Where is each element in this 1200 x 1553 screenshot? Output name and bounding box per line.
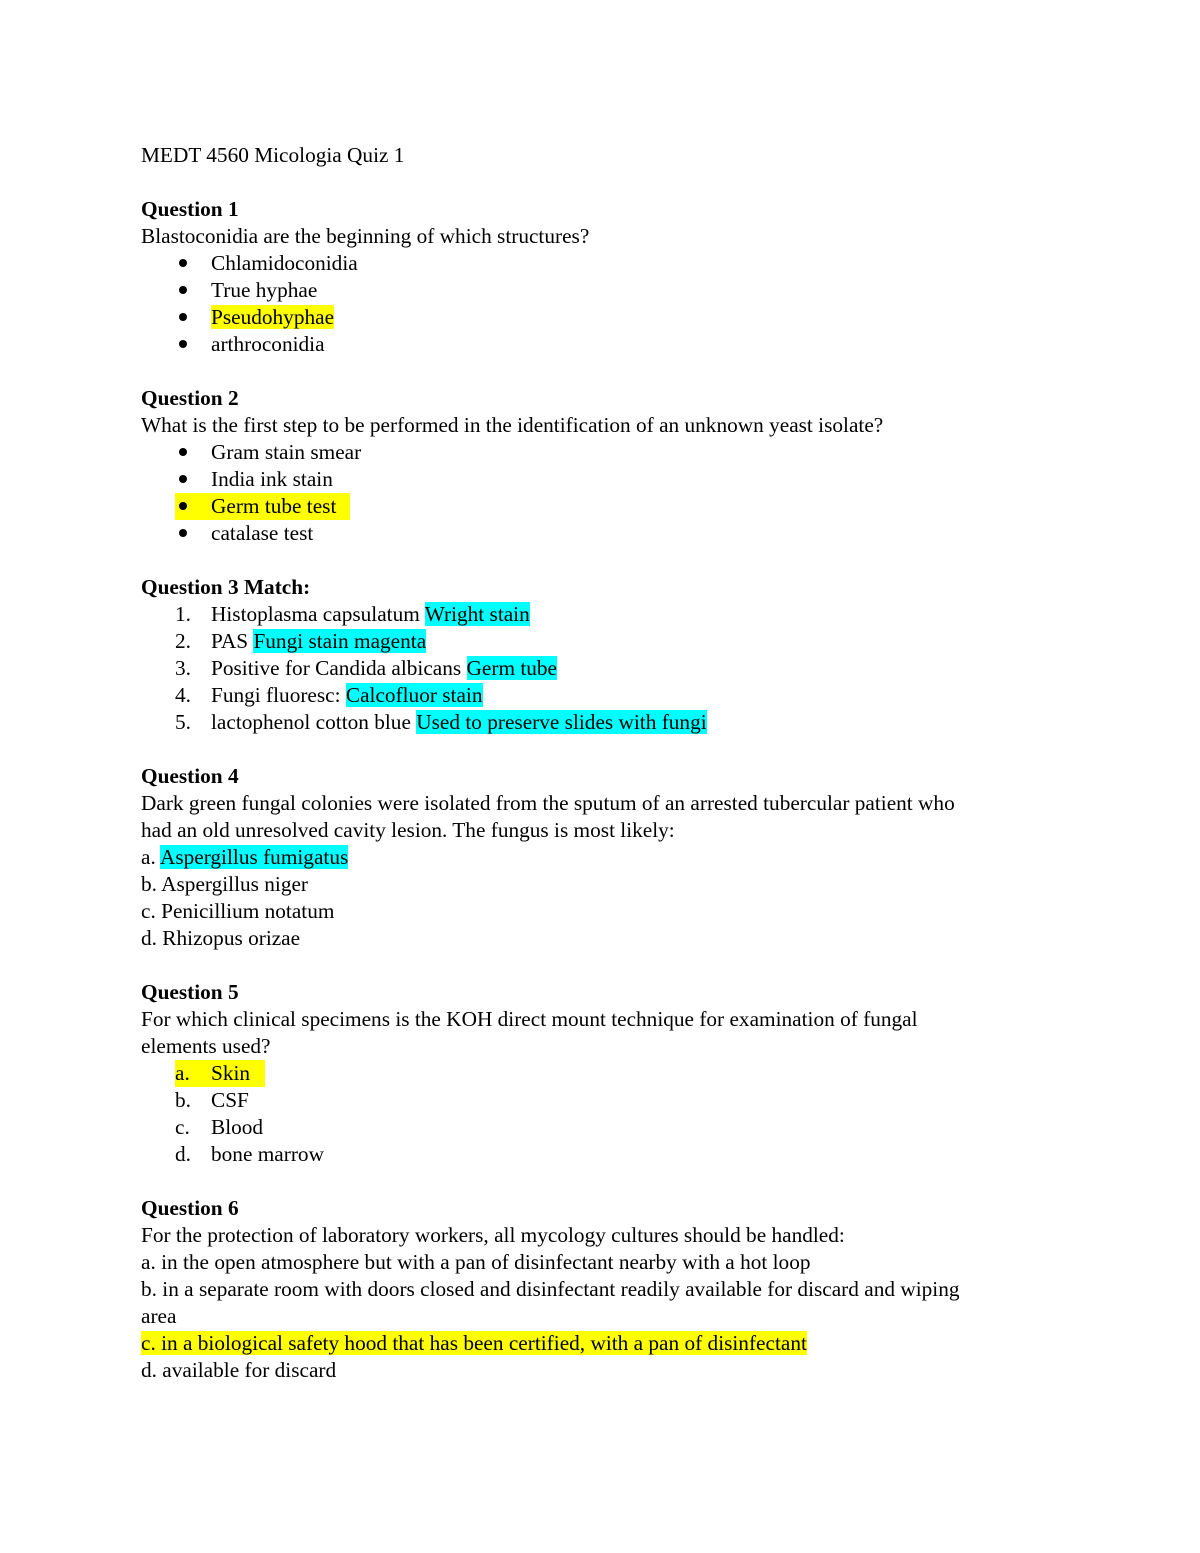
option-a: a. in the open atmosphere but with a pan of disinfectant nearby with a hot loop xyxy=(141,1250,811,1274)
match-item xyxy=(141,601,1061,628)
option-text: True hyphae xyxy=(211,278,318,302)
option-c xyxy=(141,1114,1061,1141)
option-d xyxy=(141,1141,1061,1168)
question-5-prompt-line-1: For which clinical specimens is the KOH direct mount technique for examination of fungal xyxy=(141,1007,918,1031)
option-letter: c. xyxy=(175,1115,190,1139)
option-d xyxy=(141,925,1061,952)
match-answer-highlight: Wright stain xyxy=(424,602,530,626)
option-letter: b. xyxy=(175,1088,191,1112)
bullet-icon xyxy=(176,466,190,493)
question-4-heading: Question 4 xyxy=(141,764,239,788)
match-item xyxy=(141,655,1061,682)
bullet-icon xyxy=(176,520,190,547)
option-b: b. in a separate room with doors closed and disinfectant readily available for discard and wiping xyxy=(141,1277,960,1301)
match-answer-highlight: Fungi stain magenta xyxy=(253,629,427,653)
option-letter: d. xyxy=(175,1142,191,1166)
correct-answer-text: Skin xyxy=(211,1061,251,1085)
bullet-icon xyxy=(176,304,190,331)
question-4-prompt-line-2: had an old unresolved cavity lesion. The fungus is most likely: xyxy=(141,818,675,842)
option-d: d. available for discard xyxy=(141,1358,337,1382)
question-3-heading: Question 3 Match: xyxy=(141,575,311,599)
bullet-icon xyxy=(176,439,190,466)
match-item xyxy=(141,682,1061,709)
match-answer-highlight: Germ tube xyxy=(466,656,557,680)
bullet-icon xyxy=(176,250,190,277)
question-4-prompt-line-1: Dark green fungal colonies were isolated from the sputum of an arrested tubercular patient who xyxy=(141,791,955,815)
match-term: Fungi fluoresc: xyxy=(211,683,346,707)
match-term: PAS xyxy=(211,629,254,653)
option-text: CSF xyxy=(211,1088,249,1112)
item-number: 1. xyxy=(175,602,191,626)
bullet-icon xyxy=(176,493,190,520)
option-b-continued: area xyxy=(141,1304,177,1328)
option-letter: b. xyxy=(141,872,162,896)
question-5-prompt-line-2: elements used? xyxy=(141,1034,271,1058)
option-text: India ink stain xyxy=(211,467,333,491)
bullet-icon xyxy=(176,277,190,304)
question-6-heading: Question 6 xyxy=(141,1196,239,1220)
list-item-correct xyxy=(141,493,1061,520)
option-text: Gram stain smear xyxy=(211,440,362,464)
document-title: MEDT 4560 Micologia Quiz 1 xyxy=(141,143,405,167)
list-item xyxy=(141,331,1061,358)
bullet-icon xyxy=(176,331,190,358)
list-item-correct xyxy=(141,304,1061,331)
option-text: Chlamidoconidia xyxy=(211,251,358,275)
list-item xyxy=(141,277,1061,304)
option-a xyxy=(141,1060,1061,1087)
list-item xyxy=(141,250,1061,277)
question-1-heading: Question 1 xyxy=(141,197,239,221)
item-number: 2. xyxy=(175,629,191,653)
option-c xyxy=(141,898,1061,925)
match-answer-highlight: Calcofluor stain xyxy=(345,683,483,707)
question-6-prompt: For the protection of laboratory workers, all mycology cultures should be handled: xyxy=(141,1223,845,1247)
document-page xyxy=(141,142,1061,1384)
option-b xyxy=(141,871,1061,898)
list-item xyxy=(141,520,1061,547)
item-number: 4. xyxy=(175,683,191,707)
option-a xyxy=(141,844,1061,871)
option-letter: d. xyxy=(141,926,163,950)
option-text: arthroconidia xyxy=(211,332,325,356)
correct-answer-highlight: Aspergillus fumigatus xyxy=(159,845,349,869)
item-number: 3. xyxy=(175,656,191,680)
option-letter: c. xyxy=(141,899,162,923)
list-item xyxy=(141,466,1061,493)
match-item xyxy=(141,709,1061,736)
question-2-prompt: What is the first step to be performed in the identification of an unknown yeast isolate? xyxy=(141,413,884,437)
match-term: lactophenol cotton blue xyxy=(211,710,417,734)
match-term: Histoplasma capsulatum xyxy=(211,602,425,626)
question-2-heading: Question 2 xyxy=(141,386,239,410)
correct-answer-text: Germ tube test xyxy=(211,494,337,518)
option-text: Penicillium notatum xyxy=(161,899,335,923)
item-number: 5. xyxy=(175,710,191,734)
option-b xyxy=(141,1087,1061,1114)
question-5-heading: Question 5 xyxy=(141,980,239,1004)
option-text: bone marrow xyxy=(211,1142,324,1166)
option-letter: a. xyxy=(141,845,160,869)
list-item xyxy=(141,439,1061,466)
match-term: Positive for Candida albicans xyxy=(211,656,467,680)
option-text: Aspergillus niger xyxy=(161,872,309,896)
match-item xyxy=(141,628,1061,655)
option-text: Rhizopus orizae xyxy=(162,926,301,950)
match-answer-highlight: Used to preserve slides with fungi xyxy=(416,710,707,734)
option-c xyxy=(141,1330,1061,1357)
option-text: Blood xyxy=(211,1115,264,1139)
correct-answer-highlight: Pseudohyphae xyxy=(211,305,335,329)
question-1-prompt: Blastoconidia are the beginning of which structures? xyxy=(141,224,590,248)
option-letter: a. xyxy=(175,1061,190,1085)
correct-answer-highlight: c. in a biological safety hood that has been certified, with a pan of disinfectant xyxy=(141,1331,807,1355)
option-text: catalase test xyxy=(211,521,314,545)
